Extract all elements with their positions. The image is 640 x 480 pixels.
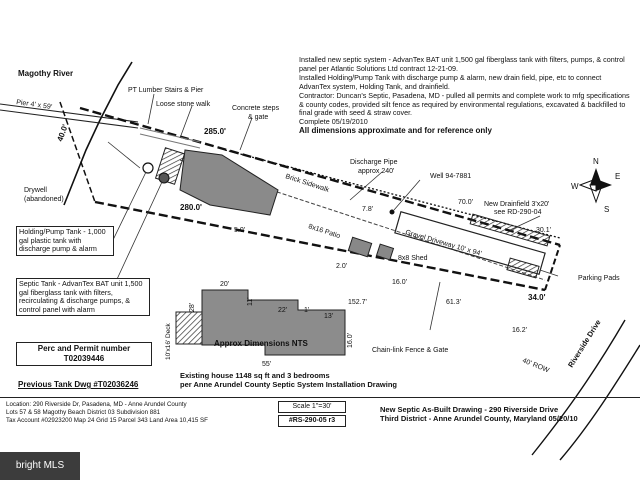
note-2: Installed Holding/Pump Tank with discharge pump & alarm, new drain field, pipe, etc to connect AdvanTex system, Holding Tank, and drainfield. bbox=[299, 72, 602, 91]
mls-watermark: bright MLS bbox=[0, 452, 80, 480]
dim-7-8: 7.8' bbox=[362, 206, 374, 213]
patio-label: 8x16 Patio bbox=[307, 223, 342, 241]
shed-label: 8x8 Shed bbox=[398, 255, 428, 262]
drawing-title-2: Third District - Anne Arundel County, Maryland 05/20/10 bbox=[380, 414, 578, 423]
dim-2: 2.0' bbox=[336, 263, 348, 270]
parking-label: Parking Pads bbox=[578, 275, 620, 282]
steps-label: Concrete steps bbox=[232, 105, 280, 112]
drainfield-label-2: see RD-290-04 bbox=[494, 209, 542, 216]
location-line-2: Lots 57 & 58 Magothy Beach District 03 Subdivision 881 bbox=[6, 409, 161, 416]
note-1: Installed new septic system - AdvanTex BAT unit 1,500 gal fiberglass tank with filters, pumps, & control panel per Atlantic Solutions Ltd contract 12-21-09. bbox=[299, 55, 625, 73]
steps-label-2: & gate bbox=[248, 114, 269, 121]
hdim-22: 22' bbox=[278, 307, 288, 314]
stone-walk bbox=[140, 128, 200, 148]
property-line-east bbox=[545, 245, 560, 290]
dim-280: 280.0' bbox=[180, 203, 202, 212]
note-4: Complete 05/19/2010 bbox=[299, 117, 368, 127]
drawing-title-1: New Septic As-Built Drawing - 290 Riverside Drive bbox=[380, 405, 559, 414]
drywell-label-2: (abandoned) bbox=[24, 196, 64, 203]
road-label: Riverside Drive bbox=[566, 317, 603, 370]
brick-label: Brick Sidewalk bbox=[284, 173, 330, 194]
row-label: 40' ROW bbox=[521, 357, 551, 375]
dim-34: 34.0' bbox=[528, 293, 546, 302]
hdim-55: 55' bbox=[262, 361, 272, 368]
perc-title: Perc and Permit number bbox=[37, 344, 131, 353]
deck-label: 10'x16' Deck bbox=[165, 323, 172, 360]
scale-label: Scale 1"=30' bbox=[278, 401, 346, 413]
driveway-label: Gravel Driveway 10' x 94' bbox=[404, 229, 483, 258]
parking-pads bbox=[507, 258, 539, 278]
dim-61-3: 61.3' bbox=[446, 299, 461, 306]
hdim-13: 13' bbox=[324, 313, 334, 320]
dim-16: 16.0' bbox=[392, 279, 407, 286]
note-5: All dimensions approximate and for reference only bbox=[299, 126, 492, 136]
well-marker bbox=[390, 210, 395, 215]
fence-label: Chain-link Fence & Gate bbox=[372, 347, 449, 354]
pier-label: Pier 4' x 59' bbox=[15, 99, 53, 112]
house-caption-2: per Anne Arundel County Septic System Installation Drawing bbox=[180, 380, 397, 389]
perc-number: T02039446 bbox=[63, 354, 105, 363]
location-line-3: Tax Account #02923200 Map 24 Grid 15 Parcel 343 Land Area 10,415 SF bbox=[6, 417, 208, 424]
septic-tank-box: Septic Tank - AdvanTex BAT unit 1,500 gal fiberglass tank with filters, recirculating & discharge pumps, & control panel with alarm bbox=[16, 278, 150, 316]
property-line-west bbox=[60, 102, 95, 202]
dim-5: 5.0' bbox=[234, 227, 246, 234]
hdim-20: 20' bbox=[220, 281, 230, 288]
house-plan-deck bbox=[176, 312, 202, 344]
dim-285: 285.0' bbox=[204, 127, 226, 136]
dim-152-7: 152.7' bbox=[348, 299, 367, 306]
holding-tank-box: Holding/Pump Tank - 1,000 gal plastic tank with discharge pump & alarm bbox=[16, 226, 114, 256]
hdim-16: 16.0' bbox=[347, 333, 354, 348]
installation-notes bbox=[299, 56, 633, 136]
patio bbox=[348, 237, 371, 256]
dim-40: 40.0' bbox=[55, 123, 70, 143]
drywell-label: Drywell bbox=[24, 187, 47, 194]
hdim-28: 28' bbox=[189, 302, 196, 312]
previous-tank-drawing: Previous Tank Dwg #T02036246 bbox=[18, 380, 139, 389]
discharge-label: Discharge Pipe bbox=[350, 159, 398, 166]
note-3: Contractor: Duncan's Septic, Pasadena, MD - pulled all permits and complete work to mfg specifications & county codes, provided silt fence as required by environmental regulations, excavated & backfilled to final grade with seed & straw cover. bbox=[299, 90, 630, 118]
perc-permit-box bbox=[16, 342, 152, 366]
svg-text:S: S bbox=[604, 205, 610, 214]
well-label: Well 94-7881 bbox=[430, 173, 472, 180]
holding-tank bbox=[143, 163, 153, 173]
dim-16-2: 16.2' bbox=[512, 327, 527, 334]
hdim-11: 11' bbox=[247, 297, 254, 306]
stone-walk-label: Loose stone walk bbox=[156, 101, 211, 108]
discharge-label-2: approx 240' bbox=[358, 168, 395, 175]
shoreline bbox=[64, 62, 132, 205]
svg-text:N: N bbox=[593, 157, 599, 166]
drawing-ref: #RS-290-05 r3 bbox=[278, 415, 346, 427]
pier bbox=[0, 104, 138, 128]
location-line-1: Location: 290 Riverside Dr, Pasadena, MD - Anne Arundel County bbox=[6, 401, 187, 408]
stairs-label: PT Lumber Stairs & Pier bbox=[128, 87, 204, 94]
river-label: Magothy River bbox=[18, 69, 74, 78]
title-block bbox=[0, 397, 640, 432]
compass-rose bbox=[571, 157, 620, 214]
svg-text:W: W bbox=[571, 182, 579, 191]
drainfield-label: New Drainfield 3'x20' bbox=[484, 201, 550, 208]
hdim-1: 1' bbox=[304, 307, 310, 314]
svg-text:E: E bbox=[615, 172, 621, 181]
dim-70: 70.0' bbox=[458, 199, 473, 206]
house-caption-1: Existing house 1148 sq ft and 3 bedrooms bbox=[180, 371, 330, 380]
approx-label: Approx Dimensions NTS bbox=[214, 339, 308, 348]
septic-tank bbox=[159, 173, 169, 183]
dim-30-1: 30.1' bbox=[536, 227, 551, 234]
